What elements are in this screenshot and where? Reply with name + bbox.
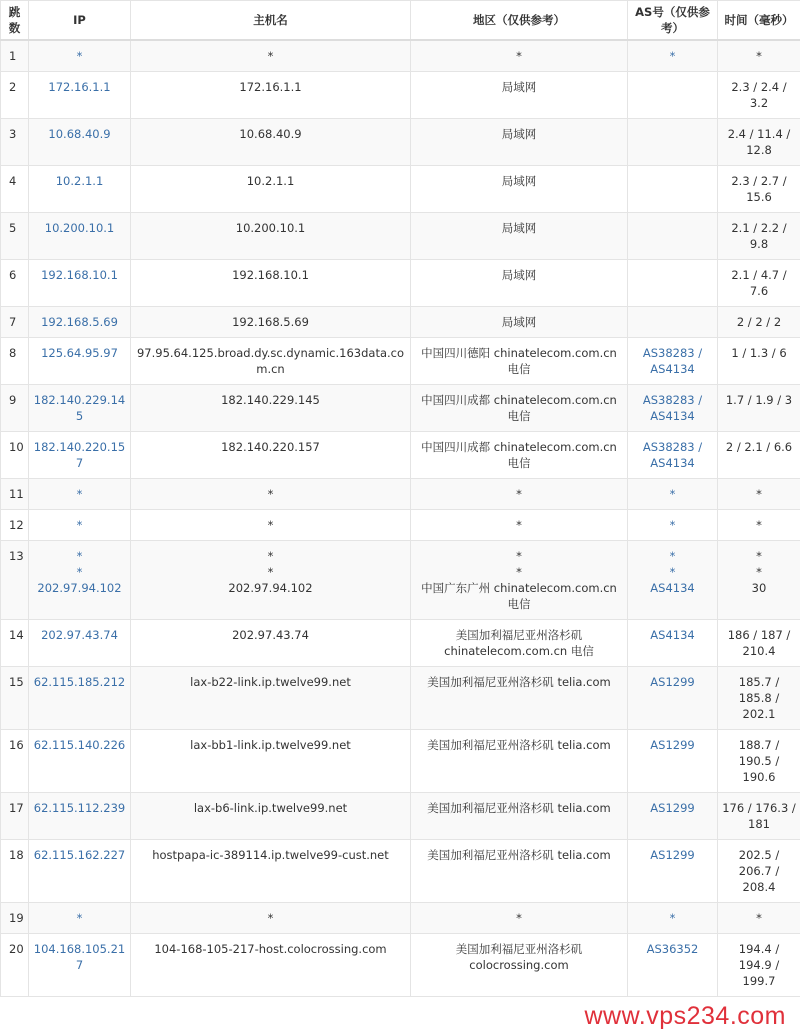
ip-link: * xyxy=(29,40,131,72)
region-cell: 美国加利福尼亚州洛杉矶 colocrossing.com xyxy=(411,934,628,997)
hop-cell: 2 xyxy=(1,72,29,119)
hostname-cell: lax-bb1-link.ip.twelve99.net xyxy=(131,730,411,793)
hop-cell: 13 xyxy=(1,541,29,620)
as-link: * xyxy=(628,510,718,541)
time-cell: * xyxy=(718,510,800,541)
table-row xyxy=(1,385,800,432)
table-row xyxy=(1,213,800,260)
region-cell: * xyxy=(411,510,628,541)
as-link[interactable]: AS1299 xyxy=(628,730,718,793)
as-link xyxy=(628,166,718,213)
hostname-cell: 192.168.5.69 xyxy=(131,307,411,338)
header-time: 时间（毫秒） xyxy=(718,1,800,41)
table-row xyxy=(1,510,800,541)
as-link[interactable]: AS1299 xyxy=(628,667,718,730)
time-cell: 186 / 187 / 210.4 xyxy=(718,620,800,667)
ip-link[interactable]: 62.115.112.239 xyxy=(29,793,131,840)
hop-cell: 19 xyxy=(1,903,29,934)
hostname-cell: 10.2.1.1 xyxy=(131,166,411,213)
ip-link: * xyxy=(29,903,131,934)
as-link[interactable]: AS36352 xyxy=(628,934,718,997)
table-row xyxy=(1,479,800,510)
time-cell: * xyxy=(718,479,800,510)
hostname-cell: 182.140.229.145 xyxy=(131,385,411,432)
region-cell: * xyxy=(411,40,628,72)
ip-link[interactable]: 62.115.162.227 xyxy=(29,840,131,903)
ip-link[interactable]: 192.168.10.1 xyxy=(29,260,131,307)
hop-cell: 20 xyxy=(1,934,29,997)
time-cell: 1 / 1.3 / 6 xyxy=(718,338,800,385)
as-link[interactable]: AS4134 xyxy=(628,620,718,667)
as-link xyxy=(628,307,718,338)
as-link[interactable]: AS38283 / AS4134 xyxy=(628,432,718,479)
hop-cell: 3 xyxy=(1,119,29,166)
hop-cell: 1 xyxy=(1,40,29,72)
hop-cell: 16 xyxy=(1,730,29,793)
ip-link[interactable]: 104.168.105.217 xyxy=(29,934,131,997)
hostname-cell: * * 202.97.94.102 xyxy=(131,541,411,620)
ip-link: * xyxy=(29,479,131,510)
ip-link[interactable]: 10.68.40.9 xyxy=(29,119,131,166)
region-cell: 局域网 xyxy=(411,166,628,213)
time-cell: 2.1 / 2.2 / 9.8 xyxy=(718,213,800,260)
hop-cell: 17 xyxy=(1,793,29,840)
hostname-cell: lax-b6-link.ip.twelve99.net xyxy=(131,793,411,840)
as-link xyxy=(628,72,718,119)
table-row xyxy=(1,620,800,667)
hop-cell: 4 xyxy=(1,166,29,213)
hop-cell: 14 xyxy=(1,620,29,667)
hostname-cell: hostpapa-ic-389114.ip.twelve99-cust.net xyxy=(131,840,411,903)
region-cell: 中国四川德阳 chinatelecom.com.cn 电信 xyxy=(411,338,628,385)
hostname-cell: 172.16.1.1 xyxy=(131,72,411,119)
as-link: * xyxy=(628,40,718,72)
as-link[interactable]: AS38283 / AS4134 xyxy=(628,385,718,432)
hop-cell: 10 xyxy=(1,432,29,479)
as-link[interactable]: AS1299 xyxy=(628,840,718,903)
table-row xyxy=(1,432,800,479)
header-region: 地区（仅供参考） xyxy=(411,1,628,41)
time-cell: 2 / 2 / 2 xyxy=(718,307,800,338)
ip-link[interactable]: 62.115.185.212 xyxy=(29,667,131,730)
hostname-cell: 192.168.10.1 xyxy=(131,260,411,307)
time-cell: 2 / 2.1 / 6.6 xyxy=(718,432,800,479)
table-row xyxy=(1,793,800,840)
region-cell: 中国四川成都 chinatelecom.com.cn 电信 xyxy=(411,385,628,432)
time-cell: 185.7 / 185.8 / 202.1 xyxy=(718,667,800,730)
hostname-cell: 182.140.220.157 xyxy=(131,432,411,479)
ip-link[interactable]: 172.16.1.1 xyxy=(29,72,131,119)
time-cell: 202.5 / 206.7 / 208.4 xyxy=(718,840,800,903)
watermark: www.vps234.com xyxy=(0,997,800,1035)
table-row xyxy=(1,730,800,793)
region-cell: 美国加利福尼亚州洛杉矶 telia.com xyxy=(411,667,628,730)
region-cell: 局域网 xyxy=(411,307,628,338)
ip-link[interactable]: 10.200.10.1 xyxy=(29,213,131,260)
hostname-cell: 10.200.10.1 xyxy=(131,213,411,260)
header-as: AS号（仅供参考） xyxy=(628,1,718,41)
hop-cell: 18 xyxy=(1,840,29,903)
hostname-cell: * xyxy=(131,40,411,72)
as-link[interactable]: * * AS4134 xyxy=(628,541,718,620)
hostname-cell: 202.97.43.74 xyxy=(131,620,411,667)
region-cell: * xyxy=(411,479,628,510)
region-cell: * xyxy=(411,903,628,934)
hostname-cell: * xyxy=(131,479,411,510)
time-cell: 2.4 / 11.4 / 12.8 xyxy=(718,119,800,166)
as-link xyxy=(628,213,718,260)
table-row xyxy=(1,903,800,934)
ip-link[interactable]: 182.140.229.145 xyxy=(29,385,131,432)
hostname-cell: * xyxy=(131,903,411,934)
time-cell: 194.4 / 194.9 / 199.7 xyxy=(718,934,800,997)
hostname-cell: * xyxy=(131,510,411,541)
table-row xyxy=(1,307,800,338)
table-row xyxy=(1,934,800,997)
hostname-cell: 104-168-105-217-host.colocrossing.com xyxy=(131,934,411,997)
hop-cell: 15 xyxy=(1,667,29,730)
region-cell: 美国加利福尼亚州洛杉矶 chinatelecom.com.cn 电信 xyxy=(411,620,628,667)
ip-link: * xyxy=(29,510,131,541)
as-link xyxy=(628,119,718,166)
as-link: * xyxy=(628,479,718,510)
time-cell: 2.3 / 2.7 / 15.6 xyxy=(718,166,800,213)
table-row xyxy=(1,667,800,730)
hop-cell: 8 xyxy=(1,338,29,385)
ip-link[interactable]: 10.2.1.1 xyxy=(29,166,131,213)
region-cell: 美国加利福尼亚州洛杉矶 telia.com xyxy=(411,730,628,793)
ip-link[interactable]: 62.115.140.226 xyxy=(29,730,131,793)
region-cell: * * 中国广东广州 chinatelecom.com.cn 电信 xyxy=(411,541,628,620)
table-row xyxy=(1,541,800,620)
hop-cell: 7 xyxy=(1,307,29,338)
hop-cell: 6 xyxy=(1,260,29,307)
ip-link[interactable]: 125.64.95.97 xyxy=(29,338,131,385)
hop-cell: 9 xyxy=(1,385,29,432)
header-ip: IP xyxy=(29,1,131,41)
table-row xyxy=(1,338,800,385)
table-header xyxy=(1,1,800,41)
time-cell: 176 / 176.3 / 181 xyxy=(718,793,800,840)
as-link[interactable]: AS1299 xyxy=(628,793,718,840)
as-link: * xyxy=(628,903,718,934)
as-link xyxy=(628,260,718,307)
time-cell: 2.1 / 4.7 / 7.6 xyxy=(718,260,800,307)
hostname-cell: 97.95.64.125.broad.dy.sc.dynamic.163data.com.cn xyxy=(131,338,411,385)
time-cell: * xyxy=(718,40,800,72)
header-hostname: 主机名 xyxy=(131,1,411,41)
ip-link[interactable]: 202.97.43.74 xyxy=(29,620,131,667)
region-cell: 局域网 xyxy=(411,72,628,119)
table-row xyxy=(1,166,800,213)
table-row xyxy=(1,40,800,72)
region-cell: 中国四川成都 chinatelecom.com.cn 电信 xyxy=(411,432,628,479)
hostname-cell: lax-b22-link.ip.twelve99.net xyxy=(131,667,411,730)
table-row xyxy=(1,260,800,307)
region-cell: 美国加利福尼亚州洛杉矶 telia.com xyxy=(411,793,628,840)
ip-link[interactable]: 192.168.5.69 xyxy=(29,307,131,338)
time-cell: 188.7 / 190.5 / 190.6 xyxy=(718,730,800,793)
table-row xyxy=(1,72,800,119)
ip-link[interactable]: * * 202.97.94.102 xyxy=(29,541,131,620)
header-hop: 跳数 xyxy=(1,1,29,41)
region-cell: 局域网 xyxy=(411,260,628,307)
region-cell: 局域网 xyxy=(411,213,628,260)
time-cell: * * 30 xyxy=(718,541,800,620)
region-cell: 美国加利福尼亚州洛杉矶 telia.com xyxy=(411,840,628,903)
as-link[interactable]: AS38283 / AS4134 xyxy=(628,338,718,385)
time-cell: 2.3 / 2.4 / 3.2 xyxy=(718,72,800,119)
table-row xyxy=(1,119,800,166)
time-cell: * xyxy=(718,903,800,934)
hostname-cell: 10.68.40.9 xyxy=(131,119,411,166)
hop-cell: 11 xyxy=(1,479,29,510)
hop-cell: 12 xyxy=(1,510,29,541)
hop-cell: 5 xyxy=(1,213,29,260)
region-cell: 局域网 xyxy=(411,119,628,166)
time-cell: 1.7 / 1.9 / 3 xyxy=(718,385,800,432)
table-row xyxy=(1,840,800,903)
ip-link[interactable]: 182.140.220.157 xyxy=(29,432,131,479)
